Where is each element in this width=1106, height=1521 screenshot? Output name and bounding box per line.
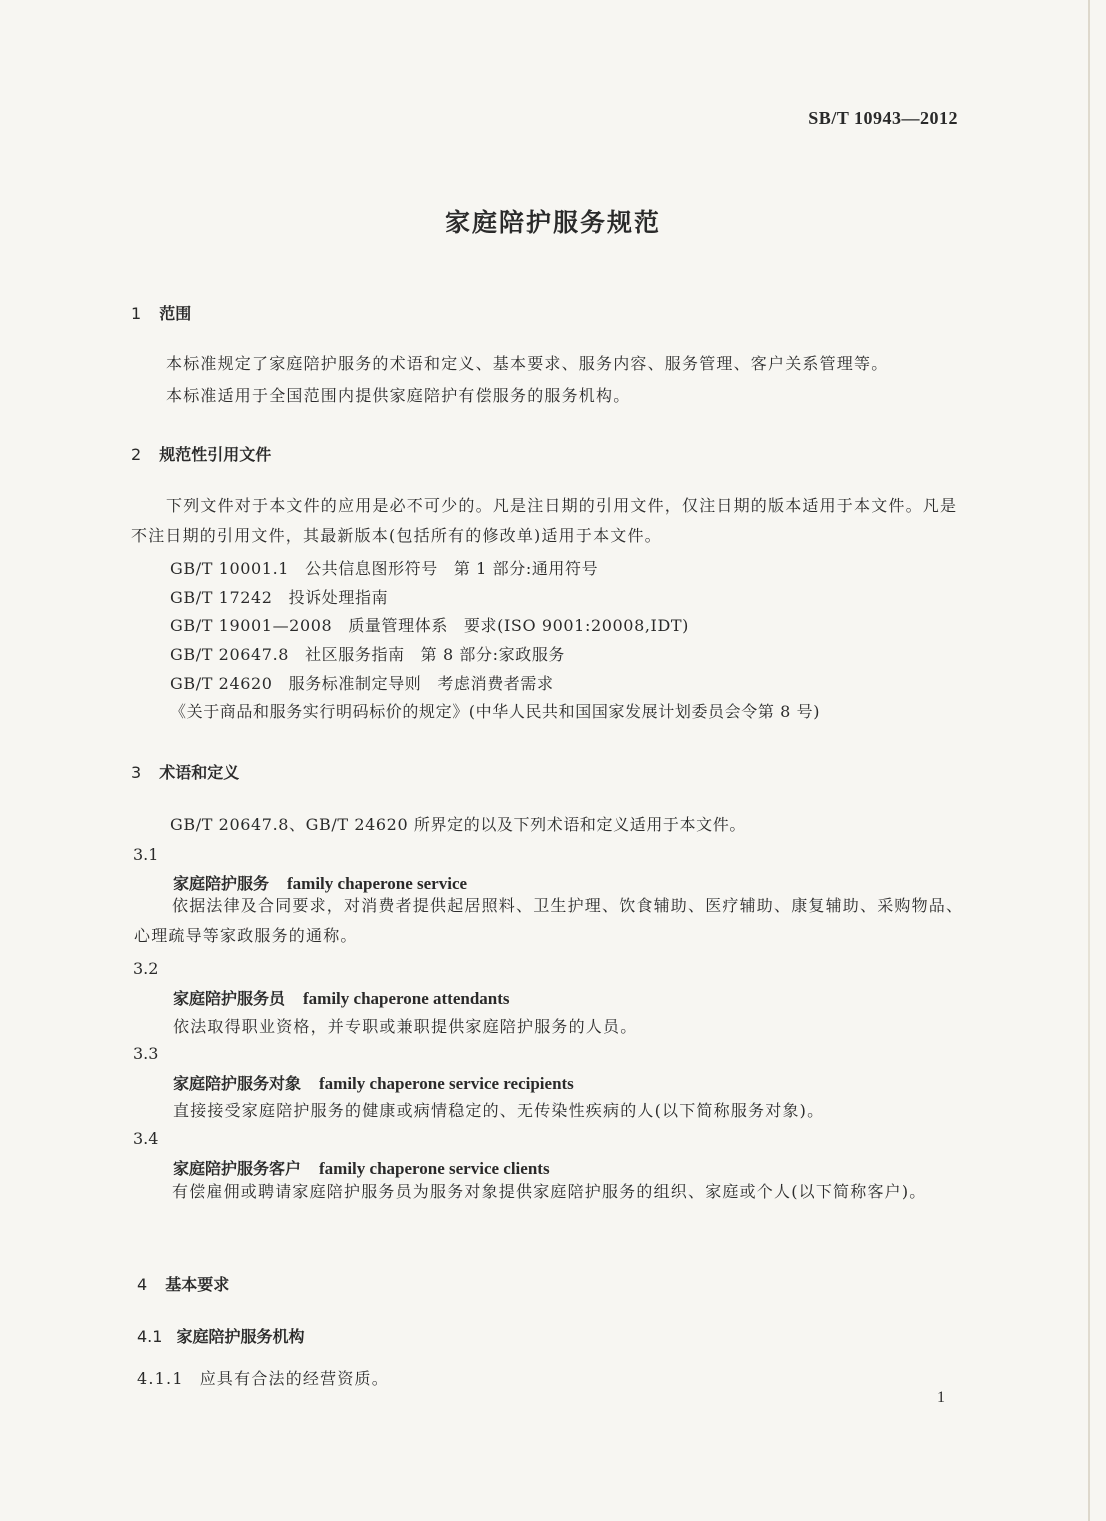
reference-part: 第 8 部分:家政服务	[420, 645, 566, 664]
section-number: 2	[131, 445, 142, 464]
term-number: 3.3	[133, 1044, 159, 1063]
term-zh: 家庭陪护服务客户	[173, 1159, 302, 1178]
term-definition: 直接接受家庭陪护服务的健康或病情稳定的、无传染性疾病的人(以下简称服务对象)。	[173, 1101, 825, 1120]
document-title: 家庭陪护服务规范	[444, 208, 661, 237]
paragraph: GB/T 20647.8、GB/T 24620 所界定的以及下列术语和定义适用于本文件。	[170, 815, 746, 834]
section-title: 基本要求	[165, 1275, 230, 1294]
term-heading	[173, 1071, 574, 1094]
clause-text: 应具有合法的经营资质。	[199, 1369, 389, 1388]
section-title: 规范性引用文件	[159, 445, 272, 464]
term-heading	[173, 986, 510, 1009]
clause-item	[137, 1366, 389, 1389]
term-en: family chaperone service	[287, 874, 468, 893]
term-definition: 依据法律及合同要求，对消费者提供起居照料、卫生护理、饮食辅助、医疗辅助、康复辅助、采购物品、心理疏导等家政服务的通称。	[134, 896, 964, 945]
standard-code: SB/T 10943—2012	[808, 108, 958, 128]
section-title: 范围	[159, 304, 192, 323]
term-zh: 家庭陪护服务对象	[173, 1074, 302, 1093]
page-number: 1	[937, 1389, 945, 1406]
term-number: 3.1	[133, 845, 159, 864]
reference-code: GB/T 24620	[170, 674, 273, 693]
reference-part: 要求(ISO 9001:20008,IDT)	[463, 616, 690, 635]
subsection-title: 家庭陪护服务机构	[176, 1327, 305, 1346]
reference-title: 服务标准制定导则	[288, 674, 422, 693]
term-zh: 家庭陪护服务员	[173, 989, 286, 1008]
section-1-heading	[131, 301, 191, 324]
reference-item	[170, 585, 388, 608]
reference-title: 投诉处理指南	[288, 588, 389, 607]
subsection-heading	[137, 1324, 304, 1347]
section-number: 4	[137, 1275, 148, 1294]
reference-item	[170, 671, 554, 694]
reference-code: GB/T 19001—2008	[170, 616, 333, 635]
term-definition: 有偿雇佣或聘请家庭陪护服务员为服务对象提供家庭陪护服务的组织、家庭或个人(以下简称客户)。	[172, 1182, 927, 1201]
section-number: 3	[131, 763, 142, 782]
term-number: 3.4	[133, 1129, 159, 1148]
reference-code: GB/T 10001.1	[170, 559, 290, 578]
paragraph: 下列文件对于本文件的应用是必不可少的。凡是注日期的引用文件，仅注日期的版本适用于本文件。凡是不注日期的引用文件，其最新版本(包括所有的修改单)适用于本文件。	[131, 496, 958, 545]
scan-edge	[1088, 0, 1090, 1521]
reference-code: GB/T 17242	[170, 588, 273, 607]
term-definition: 依法取得职业资格，并专职或兼职提供家庭陪护服务的人员。	[173, 1017, 638, 1036]
section-title: 术语和定义	[159, 763, 240, 782]
reference-part: 第 1 部分:通用符号	[453, 559, 599, 578]
reference-item: 《关于商品和服务实行明码标价的规定》(中华人民共和国国家发展计划委员会令第 8 号)	[170, 702, 821, 721]
reference-title: 社区服务指南	[305, 645, 405, 664]
reference-code: GB/T 20647.8	[170, 645, 290, 664]
section-number: 1	[131, 304, 142, 323]
reference-item	[170, 556, 598, 579]
reference-item	[170, 613, 689, 636]
subsection-number: 4.1	[137, 1327, 163, 1346]
reference-part: 考虑消费者需求	[437, 674, 554, 693]
reference-title: 质量管理体系	[348, 616, 448, 635]
section-4-heading	[137, 1272, 229, 1295]
reference-title: 公共信息图形符号	[305, 559, 438, 578]
term-number: 3.2	[133, 959, 159, 978]
paragraph: 本标准适用于全国范围内提供家庭陪护有偿服务的服务机构。	[166, 386, 631, 405]
section-2-heading	[131, 442, 271, 465]
term-heading	[173, 1156, 550, 1179]
section-3-heading	[131, 760, 239, 783]
reference-item	[170, 642, 565, 665]
term-zh: 家庭陪护服务	[173, 874, 270, 893]
term-en: family chaperone service clients	[319, 1159, 550, 1178]
term-en: family chaperone service recipients	[319, 1074, 574, 1093]
term-en: family chaperone attendants	[303, 989, 510, 1008]
clause-number: 4.1.1	[137, 1369, 184, 1388]
paragraph: 本标准规定了家庭陪护服务的术语和定义、基本要求、服务内容、服务管理、客户关系管理等。	[166, 354, 889, 373]
